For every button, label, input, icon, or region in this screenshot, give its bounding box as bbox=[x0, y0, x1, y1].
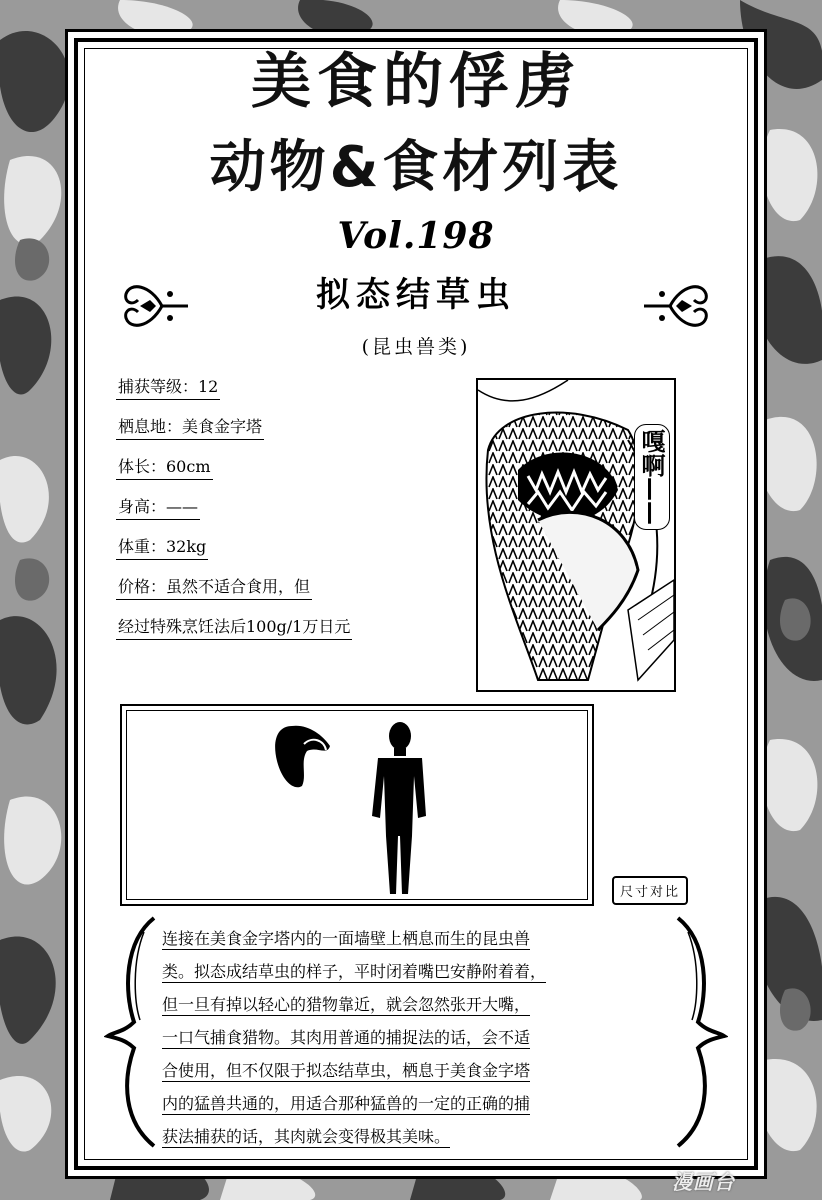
description-line: 但一旦有掉以轻心的猎物靠近，就会忽然张开大嘴， bbox=[162, 995, 531, 1014]
brace-left-icon bbox=[104, 912, 164, 1152]
description-line: 内的猛兽共通的，用适合那种猛兽的一定的正确的捕 bbox=[162, 1094, 531, 1113]
description-line: 连接在美食金字塔内的一面墙壁上栖息而生的昆虫兽 bbox=[162, 929, 531, 948]
brace-right-icon bbox=[668, 912, 728, 1152]
description-text bbox=[162, 924, 662, 1155]
stats-list bbox=[116, 376, 446, 656]
species-category: (昆虫兽类) bbox=[361, 336, 471, 358]
sound-effect-text: 嘎啊—— bbox=[634, 424, 670, 530]
stat-capture-level: 捕获等级：12 bbox=[116, 376, 220, 400]
section-title: 动物&食材列表 bbox=[209, 135, 623, 200]
stat-height: 身高：—— bbox=[116, 496, 200, 520]
info-card bbox=[74, 38, 758, 1170]
description-line: 合使用，但不仅限于拟态结草虫，栖息于美食金字塔 bbox=[162, 1061, 531, 1080]
ornament-right-icon bbox=[642, 274, 712, 338]
description-line: 类。拟态成结草虫的样子，平时闭着嘴巴安静附着着， bbox=[162, 962, 547, 981]
stat-habitat: 栖息地：美食金字塔 bbox=[116, 416, 264, 440]
volume-number: Vol.198 bbox=[337, 215, 495, 257]
size-comparison-box bbox=[120, 704, 594, 906]
species-name: 拟态结草虫 bbox=[316, 275, 516, 315]
watermark-logo: 漫画台 bbox=[672, 1170, 735, 1194]
creature-silhouette-icon bbox=[275, 726, 330, 788]
size-comparison-label: 尺寸对比 bbox=[612, 876, 688, 905]
stat-length: 体长：60cm bbox=[116, 456, 213, 480]
description-line: 获法捕获的话，其肉就会变得极其美味。 bbox=[162, 1127, 451, 1146]
description-line: 一口气捕食猎物。其肉用普通的捕捉法的话，会不适 bbox=[162, 1028, 531, 1047]
stat-price-detail: 经过特殊烹饪法后100g/1万日元 bbox=[116, 616, 352, 640]
human-silhouette-icon bbox=[372, 722, 426, 894]
stat-price: 价格：虽然不适合食用，但 bbox=[116, 576, 312, 600]
stat-weight: 体重：32kg bbox=[116, 536, 208, 560]
series-title: 美食的俘虏 bbox=[251, 47, 581, 117]
creature-illustration bbox=[476, 378, 676, 692]
